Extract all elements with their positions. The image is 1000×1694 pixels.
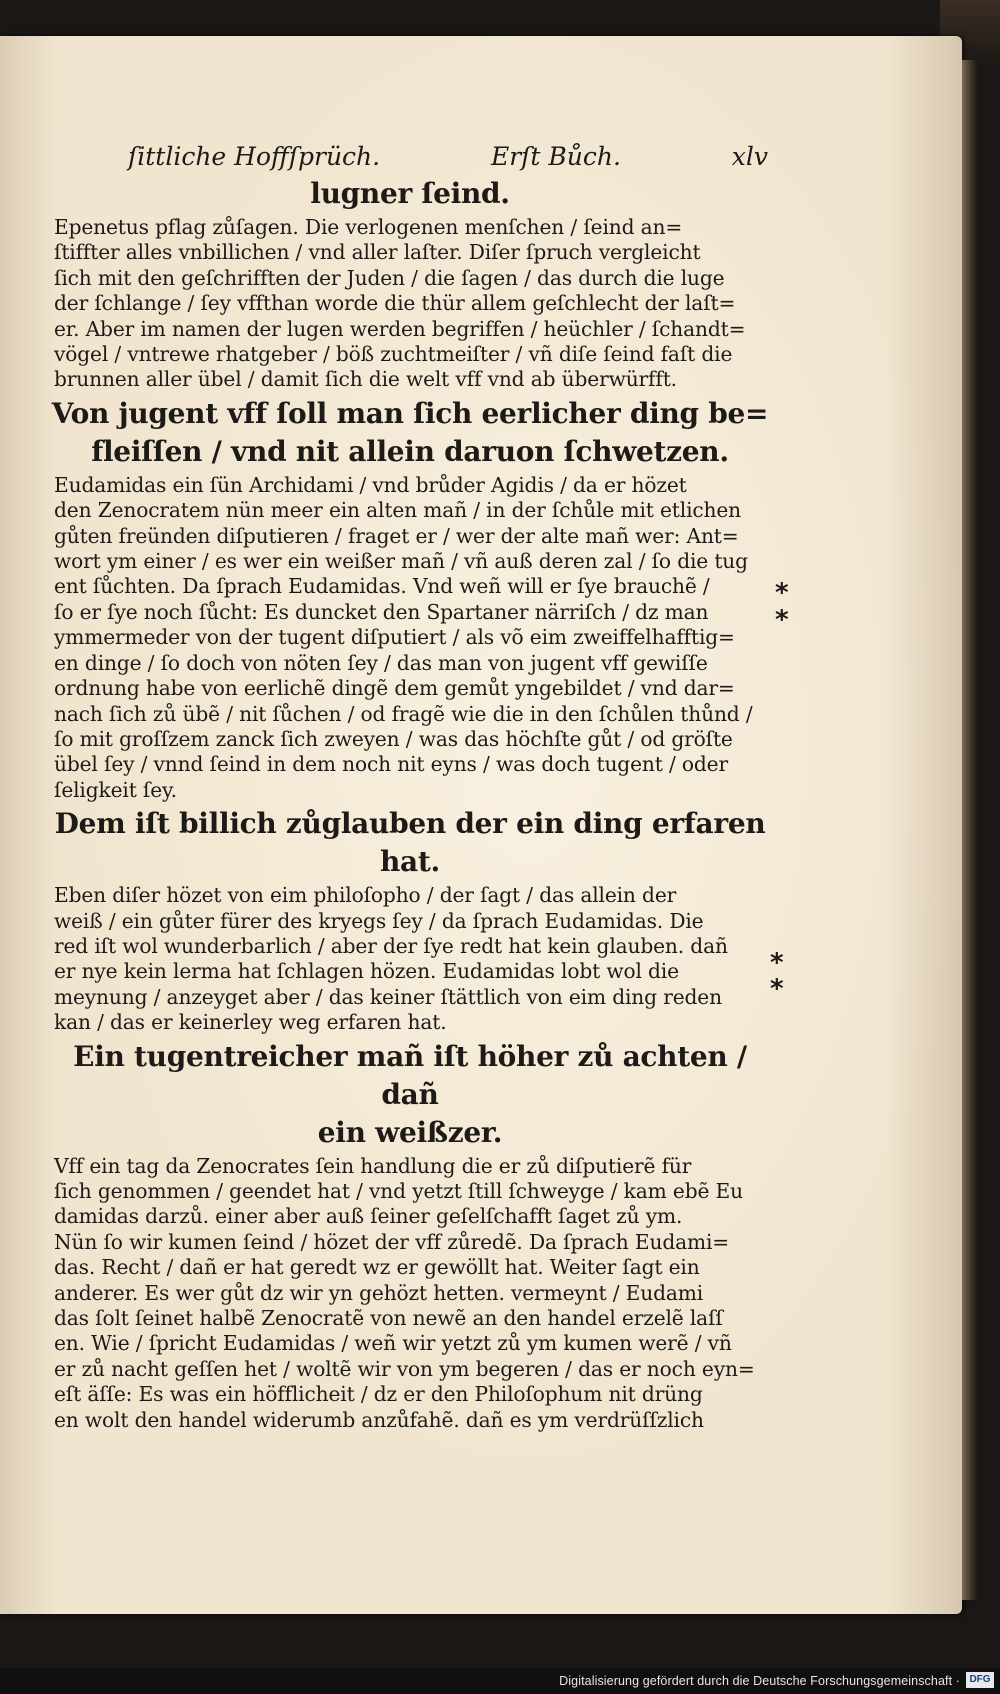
page-text bbox=[50, 120, 770, 1433]
text-line: vögel / vntrewe rhatgeber / böß zuchtmeiſter / vñ diſe ſeind faſt die bbox=[54, 342, 733, 367]
text-line: nach ſich zů übẽ / nit ſůchen / od fragẽ wie die in den ſchůlen thůnd / bbox=[54, 701, 753, 726]
text-line: den Zenocratem nün meer ein alten mañ / in der ſchůle mit etlichen bbox=[54, 498, 742, 523]
text-line: das. Recht / dañ er hat geredt wz er gewöllt hat. Weiter ſagt ein bbox=[54, 1255, 700, 1280]
text-line: wort ym einer / es wer ein weißer mañ / vñ auß deren zal / ſo die tug bbox=[54, 549, 748, 574]
heading-line: fleiſſen / vnd nit allein daruon ſchwetzen. bbox=[91, 434, 729, 468]
section-heading bbox=[50, 1038, 770, 1152]
margin-asterisk: * bbox=[775, 605, 789, 635]
heading-line: Dem iſt billich zůglauben der ein ding erfaren hat. bbox=[54, 807, 766, 879]
margin-asterisk: * bbox=[775, 578, 789, 608]
text-line: ymmermeder von der tugent diſputiert / als võ eim zweiffelhafftig= bbox=[54, 625, 735, 650]
text-line: ent ſůchten. Da ſprach Eudamidas. Vnd weñ will er ſye brauchẽ / bbox=[54, 574, 710, 599]
text-line: gůten freünden diſputieren / fraget er / wer der alte mañ wer: Ant= bbox=[54, 523, 739, 548]
text-line: weiß / ein gůter fürer des kryegs ſey / da ſprach Eudamidas. Die bbox=[54, 908, 704, 933]
text-line: Nün ſo wir kumen ſeind / hözet der vff zůredẽ. Da ſprach Eudami= bbox=[54, 1229, 730, 1254]
section-heading bbox=[50, 395, 770, 471]
dfg-logo: DFG bbox=[966, 1672, 994, 1688]
text-line: en. Wie / ſpricht Eudamidas / weñ wir yetzt zů ym kumen werẽ / vñ bbox=[54, 1331, 732, 1356]
section-text bbox=[50, 1154, 770, 1433]
margin-asterisk: * bbox=[770, 948, 784, 978]
section-text bbox=[50, 215, 770, 393]
text-line: ſtiffter alles vnbillichen / vnd aller laſter. Diſer ſpruch vergleicht bbox=[54, 240, 701, 265]
text-line: meynung / anzeyget aber / das keiner ſtättlich von eim ding reden bbox=[54, 984, 722, 1009]
running-head-left: ſittliche Hoffſprüch. bbox=[128, 142, 381, 171]
text-line: en wolt den handel widerumb anzůfahẽ. dañ es ym verdrüſſzlich bbox=[54, 1407, 704, 1432]
text-line: ſich mit den geſchrifften der Juden / die ſagen / das durch die luge bbox=[54, 265, 725, 290]
text-line: Eben diſer hözet von eim philoſopho / der ſagt / das allein der bbox=[54, 883, 677, 908]
text-line: Eudamidas ein ſün Archidami / vnd brůder Agidis / da er hözet bbox=[54, 472, 687, 497]
text-line: brunnen aller übel / damit ſich die welt vff vnd ab überwürfft. bbox=[54, 367, 677, 392]
text-line: anderer. Es wer gůt dz wir yn gehözt hetten. vermeynt / Eudami bbox=[54, 1280, 704, 1305]
text-line: red iſt wol wunderbarlich / aber der ſye redt hat kein glauben. dañ bbox=[54, 933, 728, 958]
text-line: der ſchlange / ſey vffthan worde die thür allem geſchlecht der laſt= bbox=[54, 291, 736, 316]
text-line: ſo er ſye noch ſůcht: Es duncket den Spartaner närriſch / dz man bbox=[54, 599, 709, 624]
text-line: er. Aber im namen der lugen werden begriffen / heüchler / ſchandt= bbox=[54, 316, 746, 341]
running-head bbox=[128, 142, 768, 171]
text-line: Vff ein tag da Zenocrates ſein handlung die er zů diſputierẽ für bbox=[54, 1153, 692, 1178]
text-line: en dinge / ſo doch von nöten ſey / das man von jugent vff gewiſſe bbox=[54, 650, 708, 675]
text-line: ſich genommen / geendet hat / vnd yetzt ſtill ſchweyge / kam ebẽ Eu bbox=[54, 1178, 743, 1203]
text-line: ſo mit groſſzem zanck ſich zweyen / was das höchſte gůt / od gröſte bbox=[54, 726, 733, 751]
heading-line: Ein tugentreicher mañ iſt höher zů achten / dañ bbox=[73, 1039, 747, 1111]
heading-line: Von jugent vff ſoll man ſich eerlicher ding be= bbox=[51, 396, 769, 430]
text-line: ordnung habe von eerlichẽ dingẽ dem gemůt yngebildet / vnd dar= bbox=[54, 676, 735, 701]
running-head-center: Erſt Bůch. bbox=[490, 142, 621, 171]
text-line: ſeligkeit ſey. bbox=[54, 777, 177, 802]
folio-number: xlv bbox=[731, 142, 768, 171]
text-line: er nye kein lerma hat ſchlagen hözen. Eudamidas lobt wol die bbox=[54, 959, 679, 984]
section-heading bbox=[50, 175, 770, 213]
text-line: kan / das er keinerley weg erfaren hat. bbox=[54, 1010, 447, 1035]
section-text bbox=[50, 883, 770, 1035]
text-line: damidas darzů. einer aber auß ſeiner geſelſchafft ſaget zů ym. bbox=[54, 1204, 683, 1229]
text-line: er zů nacht geſſen het / woltẽ wir von ym begeren / das er noch eyn= bbox=[54, 1356, 755, 1381]
digitization-credit: Digitalisierung gefördert durch die Deutsche Forschungsgemeinschaft · bbox=[559, 1674, 960, 1688]
heading-line: lugner ſeind. bbox=[310, 177, 510, 210]
text-line: Epenetus pflag zůſagen. Die verlogenen menſchen / ſeind an= bbox=[54, 215, 683, 239]
margin-asterisk: * bbox=[770, 974, 784, 1004]
text-line: übel ſey / vnnd ſeind in dem noch nit eyns / was doch tugent / oder bbox=[54, 752, 728, 777]
heading-line: ein weißzer. bbox=[317, 1115, 503, 1149]
section-text bbox=[50, 473, 770, 803]
text-line: eſt äſſe: Es was ein höfflicheit / dz er den Philoſophum nit drüng bbox=[54, 1382, 703, 1407]
text-line: das ſolt ſeinet halbẽ Zenocratẽ von newẽ an den handel erzelẽ laſſ bbox=[54, 1306, 723, 1330]
section-heading bbox=[50, 805, 770, 881]
page-edge bbox=[962, 60, 978, 1600]
